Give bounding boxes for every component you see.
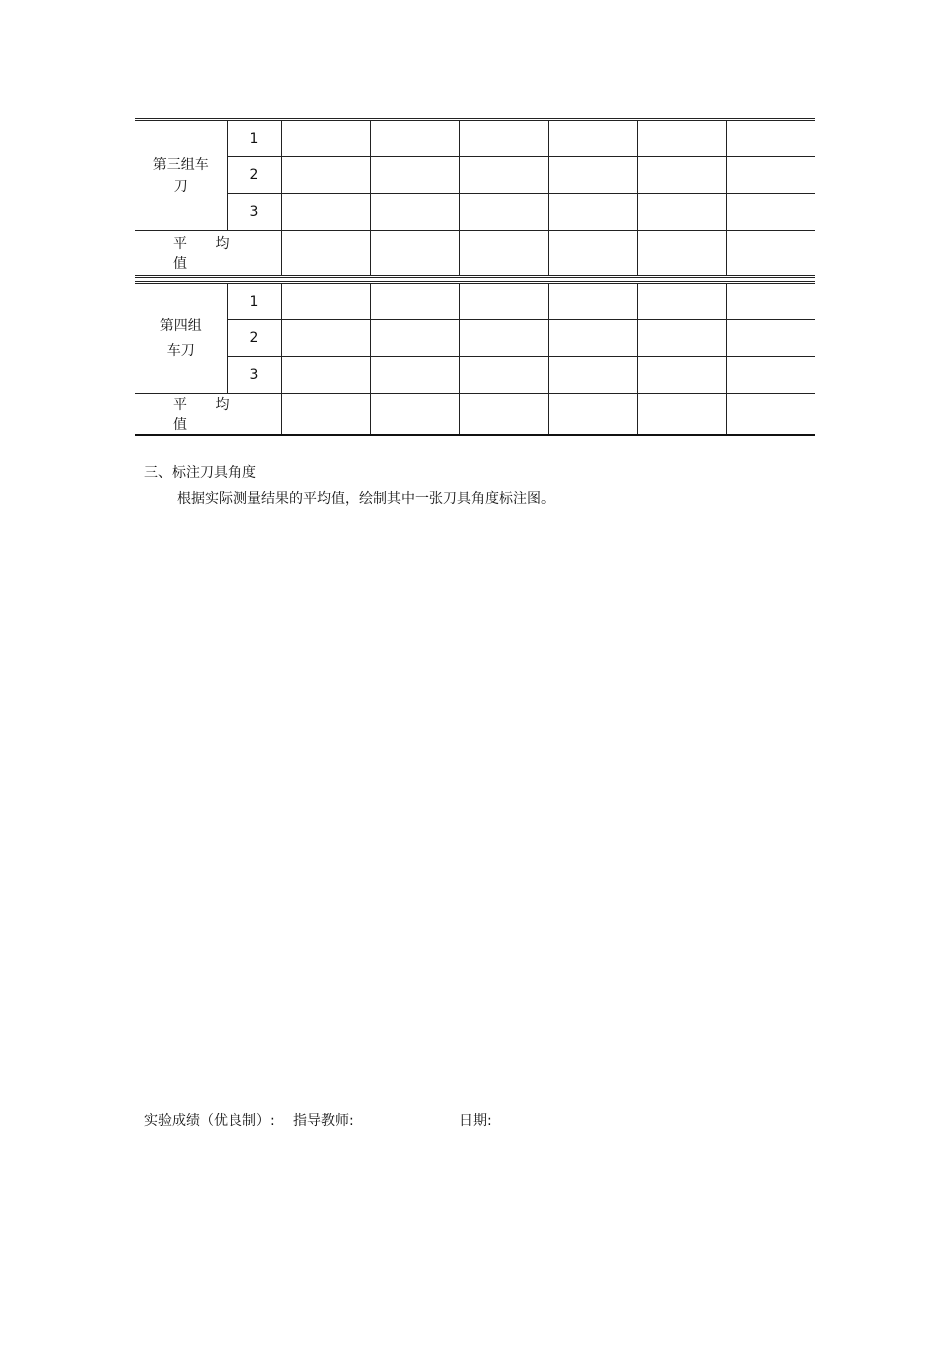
value-cell[interactable] xyxy=(726,320,815,357)
value-cell[interactable] xyxy=(459,320,548,357)
measurement-table-group4 xyxy=(135,281,815,436)
row-number: 2 xyxy=(227,320,281,357)
value-cell[interactable] xyxy=(548,283,637,320)
group-label-line2: 车刀 xyxy=(166,342,195,359)
value-cell[interactable] xyxy=(726,157,815,194)
group-label xyxy=(135,120,227,231)
average-cell[interactable] xyxy=(637,231,726,277)
average-cell[interactable] xyxy=(637,394,726,436)
value-cell[interactable] xyxy=(281,357,370,394)
value-cell[interactable] xyxy=(548,357,637,394)
value-cell[interactable] xyxy=(281,320,370,357)
value-cell[interactable] xyxy=(637,283,726,320)
group-label-line2: 刀 xyxy=(173,178,188,195)
value-cell[interactable] xyxy=(637,157,726,194)
value-cell[interactable] xyxy=(459,283,548,320)
teacher-label: 指导教师: xyxy=(293,1113,354,1129)
measurement-table-group3 xyxy=(135,118,815,278)
row-number: 3 xyxy=(227,357,281,394)
value-cell[interactable] xyxy=(637,320,726,357)
value-cell[interactable] xyxy=(370,320,459,357)
average-cell[interactable] xyxy=(459,394,548,436)
row-number: 1 xyxy=(227,120,281,157)
average-cell[interactable] xyxy=(726,231,815,277)
average-cell[interactable] xyxy=(548,394,637,436)
value-cell[interactable] xyxy=(459,157,548,194)
average-cell[interactable] xyxy=(281,394,370,436)
row-number: 3 xyxy=(227,194,281,231)
average-cell[interactable] xyxy=(370,231,459,277)
value-cell[interactable] xyxy=(726,120,815,157)
value-cell[interactable] xyxy=(281,283,370,320)
group-label-line1: 第四组 xyxy=(159,317,202,334)
value-cell[interactable] xyxy=(370,357,459,394)
group-label-line1: 第三组车 xyxy=(152,156,209,173)
value-cell[interactable] xyxy=(548,120,637,157)
section-instruction: 根据实际测量结果的平均值，绘制其中一张刀具角度标注图。 xyxy=(177,491,555,507)
value-cell[interactable] xyxy=(726,283,815,320)
value-cell[interactable] xyxy=(459,357,548,394)
value-cell[interactable] xyxy=(370,157,459,194)
value-cell[interactable] xyxy=(370,283,459,320)
value-cell[interactable] xyxy=(370,194,459,231)
value-cell[interactable] xyxy=(459,194,548,231)
value-cell[interactable] xyxy=(637,357,726,394)
value-cell[interactable] xyxy=(548,157,637,194)
value-cell[interactable] xyxy=(459,120,548,157)
value-cell[interactable] xyxy=(281,120,370,157)
average-label: 平 均 值 xyxy=(135,231,281,277)
row-number: 1 xyxy=(227,283,281,320)
average-label: 平 均 值 xyxy=(135,394,281,436)
section-heading: 三、标注刀具角度 xyxy=(144,465,256,481)
value-cell[interactable] xyxy=(637,120,726,157)
value-cell[interactable] xyxy=(548,194,637,231)
value-cell[interactable] xyxy=(726,194,815,231)
value-cell[interactable] xyxy=(637,194,726,231)
value-cell[interactable] xyxy=(726,357,815,394)
value-cell[interactable] xyxy=(281,157,370,194)
date-label: 日期: xyxy=(459,1113,492,1129)
value-cell[interactable] xyxy=(281,194,370,231)
row-number: 2 xyxy=(227,157,281,194)
average-cell[interactable] xyxy=(726,394,815,436)
average-cell[interactable] xyxy=(370,394,459,436)
value-cell[interactable] xyxy=(548,320,637,357)
grade-label: 实验成绩（优良制）: xyxy=(144,1113,275,1129)
value-cell[interactable] xyxy=(370,120,459,157)
group-label xyxy=(135,283,227,394)
average-cell[interactable] xyxy=(459,231,548,277)
average-cell[interactable] xyxy=(548,231,637,277)
average-cell[interactable] xyxy=(281,231,370,277)
